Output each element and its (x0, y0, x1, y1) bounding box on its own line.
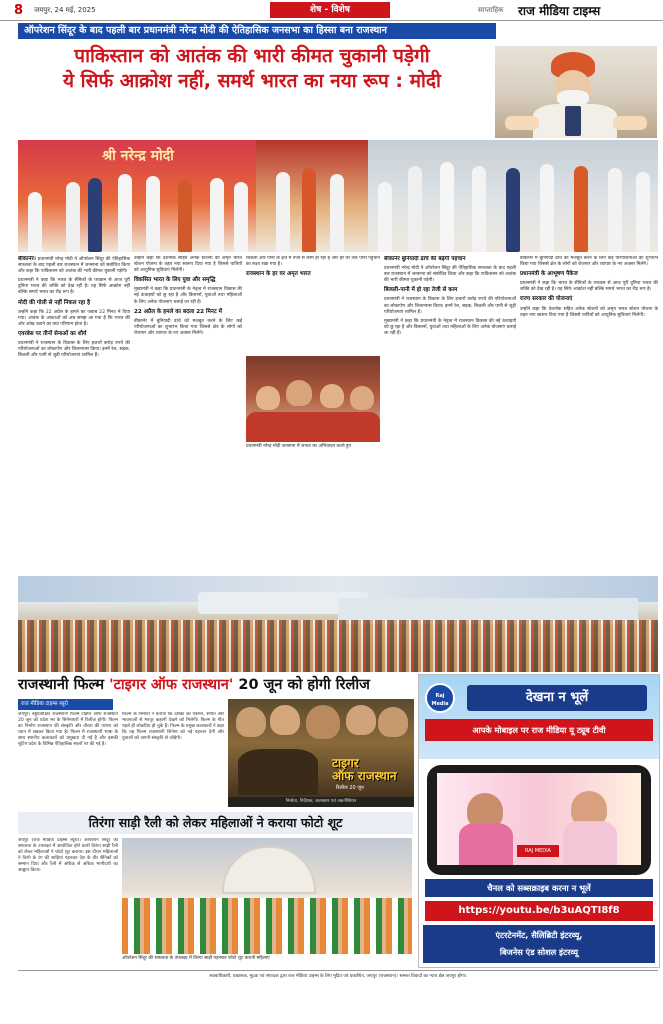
page-number: 8 (14, 3, 24, 18)
subscribe-line: चैनल को सब्सक्राइब करना न भूलें (425, 879, 653, 897)
body-column-3 (246, 256, 380, 354)
film-headline-prefix: राजस्थानी फिल्म (18, 677, 105, 693)
body-paragraph: बिजली और पानी के क्षेत्र में तेजी से काम हो रहा है और हर घर तक पानी पहुंचाने का लक्ष्य रखा गया है। (246, 256, 380, 268)
subhead: बीकानेर बुनियादी ढांचे की बढ़ेगी पहचान (384, 256, 466, 262)
modi-portrait-photo (495, 46, 657, 138)
body-paragraph: उन्होंने कहा कि देशनोक सहित अनेक स्टेशनों को अमृत भारत स्टेशन योजना के तहत नया स्वरूप दिया गया है जिससे यात्रियों को आधुनिक सुविधाएं मिलेंगी। (520, 306, 658, 318)
film-headline (18, 674, 413, 696)
stage-banner-text: श्री नरेन्द्र मोदी (102, 148, 174, 164)
logo-line: Media (431, 701, 449, 707)
youtube-link[interactable]: https://youtu.be/b3uAQTI8f8 (425, 901, 653, 921)
ad-interview-text (423, 925, 655, 963)
channel-logo (425, 683, 455, 713)
lead-headline-line1: पाकिस्तान को आतंक की भारी कीमत चुकानी पड़ेगी (74, 45, 430, 67)
body-paragraph: बीकानेर में बुनियादी ढांचे को मजबूत करने के लिए कई परियोजनाओं का शुभारंभ किया गया जिससे क्षेत्र के लोगों को रोजगार और व्यापार के नए अवसर मिलेंगे। (134, 318, 242, 336)
film-headline-suffix: 20 जून को होगी रिलीज (238, 677, 370, 693)
film-byline: राज मीडिया टाइम्स ब्यूरो (18, 699, 113, 710)
poster-credits-strip: निर्माता, निर्देशक, कलाकार एवं तकनीशियन (228, 797, 414, 807)
subhead: प्रधानमंत्री के आभूषण पैकेज (520, 271, 578, 278)
body-paragraph: बीकानेर में बुनियादी ढांचे को मजबूत करने के लिए कई परियोजनाओं का शुभारंभ किया गया जिससे क्षेत्र के लोगों को रोजगार और व्यापार के नए अवसर मिलेंगे। (520, 256, 658, 268)
body-column-2 (134, 256, 242, 572)
body-column-5 (520, 256, 658, 572)
film-headline-title: 'टाइगर ऑफ राजस्थान' (109, 677, 234, 693)
stage-photo-strip (18, 140, 658, 252)
rally-crowd-photo (18, 576, 658, 672)
body-column-1 (18, 256, 130, 572)
film-body-right: फिल्म के निर्माता ने बताया कि दर्शकों को एक्शन, संगीत और भावनाओं से भरपूर कहानी देखने को मिलेगी। फिल्म के गीत पहले ही लोकप्रिय हो चुके हैं। फिल्म के प्रमुख कलाकारों ने कहा कि यह फिल्म राजस्थानी सिनेमा को नई पहचान देगी और युवाओं को अपनी संस्कृति से जोड़ेगी। (122, 712, 224, 741)
body-paragraph: प्रधानमंत्री ने कहा कि भारत के सैनिकों के पराक्रम से आज पूरी दुनिया भारत की शक्ति को देख रही है। यह सिर्फ आक्रोश नहीं बल्कि समर्थ भारत का रौद्र रूप है। (18, 278, 130, 296)
tiranga-photo-caption: ऑपरेशन सिंदूर की सफलता के उपलक्ष्य में तिरंगा साड़ी पहनकर फोटो शूट कराती महिलाएं (122, 956, 270, 961)
body-paragraph: मुख्यमंत्री ने कहा कि प्रधानमंत्री के नेतृत्व में राजस्थान विकास की नई ऊंचाइयों को छू रहा है और किसानों, युवाओं तथा महिलाओं के लिए अनेक योजनाएं चलाई जा रही हैं। (134, 287, 242, 305)
body-paragraph: प्रधानमंत्री ने कहा कि भारत के सैनिकों के पराक्रम से आज पूरी दुनिया भारत की शक्ति को देख रही है। यह सिर्फ आक्रोश नहीं बल्कि समर्थ भारत का रौद्र रूप है। (520, 281, 658, 293)
subhead: राज्य सरकार की योजनाएं (520, 296, 573, 303)
body-column-4 (384, 256, 516, 572)
poster-title (332, 757, 397, 783)
stage-photo-right (368, 140, 658, 252)
screen-label: RAJ MEDIA (517, 845, 559, 857)
tiranga-headline: तिरंगा साड़ी रैली को लेकर महिलाओं ने कराया फोटो शूट (18, 812, 413, 834)
poster-title-line2: ऑफ राजस्थान (332, 769, 397, 783)
newspaper-name: राज मीडिया टाइम्स (518, 4, 601, 18)
rally-inline-photo (246, 356, 380, 442)
subhead: मोदी की गोली से नहीं निकल रहा है (18, 299, 91, 306)
film-poster (228, 699, 414, 807)
body-paragraph: प्रधानमंत्री ने राजस्थान के विकास के लिए हजारों करोड़ रुपये की परियोजनाओं का लोकार्पण और शिलान्यास किया। इनमें रेल, सड़क, बिजली और पानी से जुड़ी परियोजनाएं शामिल हैं। (384, 297, 516, 315)
lead-headline-line2: ये सिर्फ आक्रोश नहीं, समर्थ भारत का नया रूप : मोदी (63, 70, 441, 92)
subhead: विकसित भारत के लिए युवा और समृद्धि (134, 277, 216, 284)
body-paragraph: प्रधानमंत्री नरेन्द्र मोदी ने ऑपरेशन सिंदूर की ऐतिहासिक सफलता के बाद पहली बार राजस्थान में जनसभा को संबोधित किया और कहा कि पाकिस्तान को आतंक की भारी कीमत चुकानी पड़ेगी। (384, 266, 516, 284)
section-tag: शेष - विशेष (270, 2, 390, 18)
imprint-footer: स्वत्वाधिकारी, प्रकाशक, मुद्रक एवं संपादक द्वारा राज मीडिया टाइम्स के लिए मुद्रित एवं प्रकाशित, जयपुर (राजस्थान)। समस्त विवादों का न्याय क्षेत्र जयपुर होगा। (18, 970, 658, 1000)
lead-story-body (18, 256, 658, 572)
phone-screen (437, 773, 641, 865)
masthead (0, 0, 663, 21)
poster-release: रिलीज 20 जून (336, 785, 364, 791)
stage-photo-left (18, 140, 256, 252)
tiranga-body: जयपुर (राज मीडिया टाइम्स ब्यूरो)। ऑपरेशन सिंदूर की सफलता के उपलक्ष्य में आयोजित होने वाली तिरंगा साड़ी रैली को लेकर महिलाओं ने फोटो शूट कराया। इस दौरान महिलाओं ने तिरंगे के रंग की साड़ियां पहनकर देश के वीर सैनिकों को सम्मान दिया और रैली में अधिक से अधिक भागीदारी का आह्वान किया। (18, 838, 118, 873)
poster-title-line1: टाइगर (332, 756, 359, 770)
body-paragraph: प्रधानमंत्री नरेन्द्र मोदी ने ऑपरेशन सिंदूर की ऐतिहासिक सफलता के बाद पहली बार राजस्थान में जनसभा को संबोधित किया और कहा कि पाकिस्तान को आतंक की भारी कीमत चुकानी पड़ेगी। (18, 257, 130, 275)
subhead: 22 अप्रैल के हमले का बदला 22 मिनट में (134, 308, 223, 315)
subhead: बिजली-पानी में हो रहा तेजी से काम (384, 287, 458, 294)
body-paragraph: उन्होंने कहा कि 22 अप्रैल के हमले का जवाब 22 मिनट में दिया गया। आतंक के आकाओं को अब समझ आ गया है कि भारत की ओर आंख उठाने का क्या परिणाम होता है। (18, 309, 130, 327)
ad-headline: देखना न भूलें (467, 685, 647, 711)
interview-line2: बिजनेस एंड सोशल इंटरव्यू (499, 947, 579, 957)
inline-photo-caption: प्रधानमंत्री नरेन्द्र मोदी जनसभा में जनता का अभिवादन करते हुए (246, 444, 352, 449)
body-paragraph: मुख्यमंत्री ने कहा कि प्रधानमंत्री के नेतृत्व में राजस्थान विकास की नई ऊंचाइयों को छू रहा है और किसानों, युवाओं तथा महिलाओं के लिए अनेक योजनाएं चलाई जा रही हैं। (384, 318, 516, 336)
ad-mobile-line: आपके मोबाइल पर राज मीडिया यू ट्यूब टीवी (425, 719, 653, 741)
tiranga-saree-photo (122, 838, 412, 954)
issue-date: जयपुर, 24 मई, 2025 (34, 6, 96, 14)
stage-photo-middle (256, 140, 368, 252)
lead-kicker: ऑपरेशन सिंदूर के बाद पहली बार प्रधानमंत्री नरेन्द्र मोदी की ऐतिहासिक जनसभा का हिस्सा बना राजस्थान (18, 23, 496, 39)
film-body-left: जयपुर। बहुप्रतीक्षित राजस्थानी फिल्म टाइगर ऑफ राजस्थान 20 जून को प्रदेश भर के सिनेमाघरों में रिलीज होगी। फिल्म का निर्माण राजस्थान की संस्कृति और वीरता की परंपरा को ध्यान में रखकर किया गया है। फिल्म में राजस्थानी भाषा के साथ स्थानीय कलाकारों को प्रमुखता दी गई है और इसकी शूटिंग प्रदेश के विभिन्न ऐतिहासिक स्थलों पर की गई है। (18, 712, 118, 747)
logo-line: Raj (435, 693, 445, 699)
lead-headline (14, 44, 490, 94)
interview-line1: एंटरटेनमेंट, सैलिब्रिटी इंटरव्यू, (495, 930, 583, 940)
body-paragraph: उन्होंने कहा कि देशनोक सहित अनेक स्टेशनों को अमृत भारत स्टेशन योजना के तहत नया स्वरूप दिया गया है जिससे यात्रियों को आधुनिक सुविधाएं मिलेंगी। (134, 256, 242, 274)
body-paragraph: प्रधानमंत्री ने राजस्थान के विकास के लिए हजारों करोड़ रुपये की परियोजनाओं का लोकार्पण और शिलान्यास किया। इनमें रेल, सड़क, बिजली और पानी से जुड़ी परियोजनाएं शामिल हैं। (18, 341, 130, 359)
edition-label: साप्ताहिक (478, 6, 504, 14)
subhead: राजस्थान के हर घर अमृत भारत (246, 271, 311, 278)
youtube-channel-ad (418, 674, 660, 968)
lead-byline: बीकानेर। (18, 256, 36, 262)
subhead: एयरबेस पर तीनों सेनाओं का शौर्य (18, 330, 87, 337)
